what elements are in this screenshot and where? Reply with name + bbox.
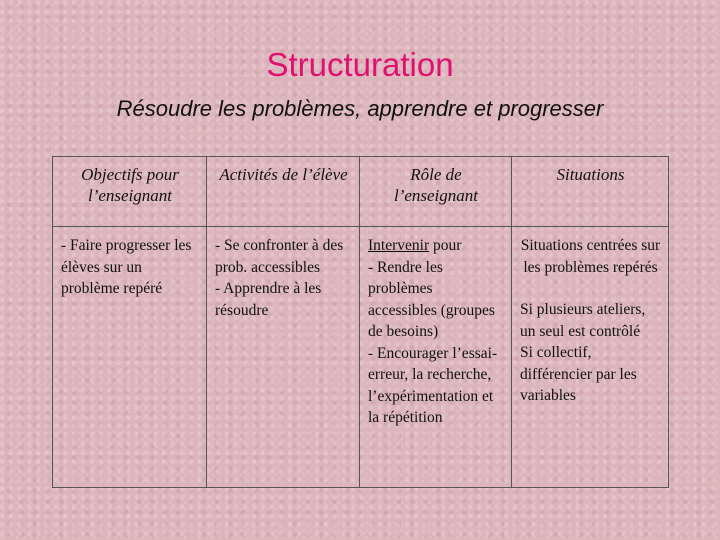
table-header-row — [53, 157, 669, 227]
activites-line1: - Se confronter à des prob. accessibles — [215, 237, 344, 276]
situations-line2: Si plusieurs ateliers, un seul est contrôlé — [520, 301, 646, 340]
situations-line1: Situations centrées sur les problèmes repérés — [520, 237, 661, 276]
header-activites: Activités de l’élève — [207, 157, 360, 227]
objectifs-text: - Faire progresser les élèves sur un problème repéré — [61, 237, 192, 297]
header-role: Rôle de l’enseignant — [360, 157, 512, 227]
slide-title: Structuration — [266, 46, 454, 83]
cell-role — [360, 227, 512, 488]
cell-objectifs — [53, 227, 207, 488]
intervenir-label: Intervenir — [368, 237, 430, 254]
slide-subtitle: Résoudre les problèmes, apprendre et progresser — [116, 96, 604, 121]
cell-activites — [207, 227, 360, 488]
structuration-table — [52, 156, 669, 488]
role-line1: - Rendre les problèmes accessibles (groupes de besoins) — [368, 258, 495, 340]
table-row — [53, 227, 669, 488]
cell-situations — [512, 227, 669, 488]
activites-line2: - Apprendre à les résoudre — [215, 280, 322, 319]
header-situations: Situations — [512, 157, 669, 227]
pour-label: pour — [429, 237, 462, 254]
header-objectifs: Objectifs pour l’enseignant — [53, 157, 207, 227]
role-line2: - Encourager l’essai-erreur, la recherche, l’expérimentation et la répétition — [368, 344, 498, 426]
situations-line3: Si collectif, différencier par les variables — [520, 344, 637, 404]
